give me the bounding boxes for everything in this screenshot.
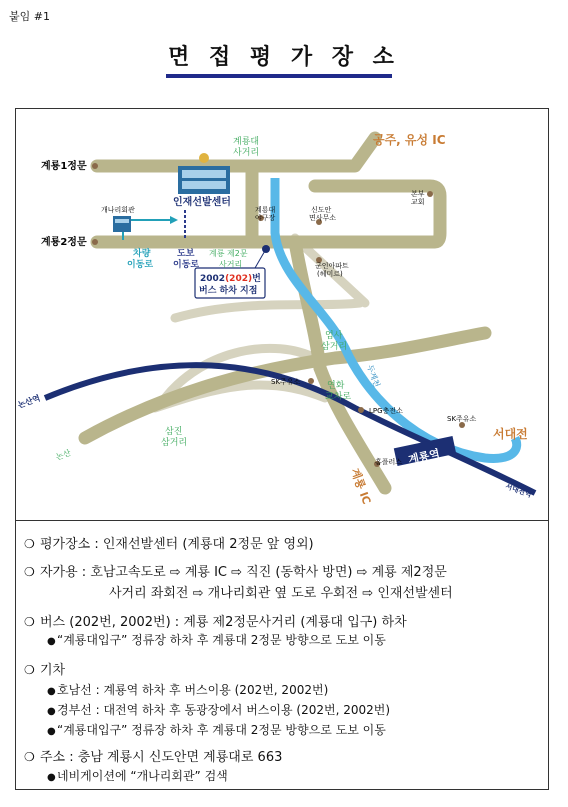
title-underline	[166, 74, 392, 78]
label-samjin-1: 삼진	[165, 427, 183, 437]
info-place: ❍ 평가장소 : 인재선발센터 (계룡대 2정문 앞 영외)	[24, 537, 314, 552]
label-gate1: 계룡1정문	[41, 161, 87, 172]
label-eomsa-2: 삼거리	[321, 342, 348, 352]
label-yeonhwa-2: 교차로	[325, 392, 352, 402]
label-nanari: 개나리회관	[101, 206, 135, 214]
label-homeplus: 홈플러스	[375, 458, 403, 466]
label-gyeryong-ic: 계룡 IC	[348, 466, 374, 507]
info-bus: ❍ 버스 (202번, 2002번) : 계룡 제2정문사거리 (계룡대 입구) 하차	[24, 615, 407, 630]
map-svg	[15, 108, 549, 520]
label-gongju: 공주, 유성 IC	[373, 133, 446, 147]
label-gate2-int-2: 사거리	[219, 260, 243, 269]
label-gate2: 계룡2정문	[41, 237, 87, 248]
label-sindoan-1: 신도안	[311, 206, 332, 214]
label-eomsa-1: 엄사	[325, 331, 343, 341]
label-seodaejeon: 서대전	[493, 427, 528, 441]
label-baseball-2: 야구장	[255, 214, 276, 222]
label-baseball-1: 계룡대	[255, 206, 276, 214]
label-gyeryong-station: 계룡역	[407, 447, 442, 467]
label-stream: 두계천	[365, 363, 382, 389]
label-nonsan-station: 논산역	[16, 393, 42, 410]
info-car-2: 사거리 좌회전 ⇨ 개나리회관 옆 도로 우회전 ⇨ 인재선발센터	[109, 586, 453, 601]
label-seodaejeon-station: 서대전역	[504, 482, 533, 500]
label-bus-num-b: (202)	[225, 274, 253, 284]
label-yeonhwa-1: 연화	[327, 381, 345, 391]
label-sk-1: SK주유소	[271, 378, 301, 386]
info-train-1: ●호남선 : 계룡역 하차 후 버스이용 (202번, 2002번)	[47, 683, 329, 697]
nanari-hall-icon	[113, 216, 131, 232]
attachment-label: 붙임 #1	[9, 10, 50, 23]
info-train: ❍ 기차	[24, 663, 66, 678]
info-train-3: ●“계룡대입구” 정류장 하차 후 계룡대 2정문 방향으로 도보 이동	[47, 723, 386, 737]
label-intersection-2: 사거리	[233, 148, 260, 158]
info-bus-sub: ●“계룡대입구” 정류장 하차 후 계룡대 2정문 방향으로 도보 이동	[47, 633, 386, 647]
location-map	[15, 108, 549, 520]
label-lpg: LPG충전소	[369, 407, 403, 415]
info-section	[15, 520, 549, 783]
svg-text:2002(202)번	[200, 272, 261, 284]
label-walk-1: 도보	[177, 249, 195, 259]
label-center: 인재선발센터	[173, 197, 231, 208]
label-apt-1: 군인아파트	[315, 262, 349, 270]
center-building-icon	[178, 153, 230, 194]
label-gate2-int-1: 계룡 제2문	[209, 249, 248, 258]
label-intersection-1: 계룡대	[233, 137, 260, 147]
label-church-2: 교회	[411, 198, 425, 206]
label-car-2: 이동로	[127, 260, 154, 270]
label-nonsan: 논산	[54, 448, 73, 462]
info-address-sub: ●네비게이션에 “개나리회관” 검색	[47, 769, 228, 783]
page-title: 면 접 평 가 장 소	[168, 45, 400, 70]
label-walk-2: 이동로	[173, 260, 200, 270]
label-bus-num-c: 번	[252, 274, 261, 284]
bus-stop-pointer	[255, 249, 266, 268]
info-train-2: ●경부선 : 대전역 하차 후 동광장에서 버스이용 (202번, 2002번)	[47, 703, 391, 717]
label-bus-num-a: 2002	[200, 274, 226, 284]
label-sk-2: SK주유소	[447, 415, 477, 423]
label-samjin-2: 삼거리	[161, 438, 188, 448]
label-bus-stop: 버스 하차 지점	[199, 286, 258, 296]
label-church-1: 본부	[411, 190, 425, 198]
label-apt-2: (헤미르)	[317, 270, 343, 278]
label-car-1: 차량	[133, 249, 151, 259]
info-car: ❍ 자가용 : 호남고속도로 ⇨ 계룡 IC ⇨ 직진 (동학사 방면) ⇨ 계룡 제2정문	[24, 565, 447, 580]
label-sindoan-2: 면사무소	[309, 214, 337, 222]
info-address: ❍ 주소 : 충남 계룡시 신도안면 계룡대로 663	[24, 750, 283, 765]
